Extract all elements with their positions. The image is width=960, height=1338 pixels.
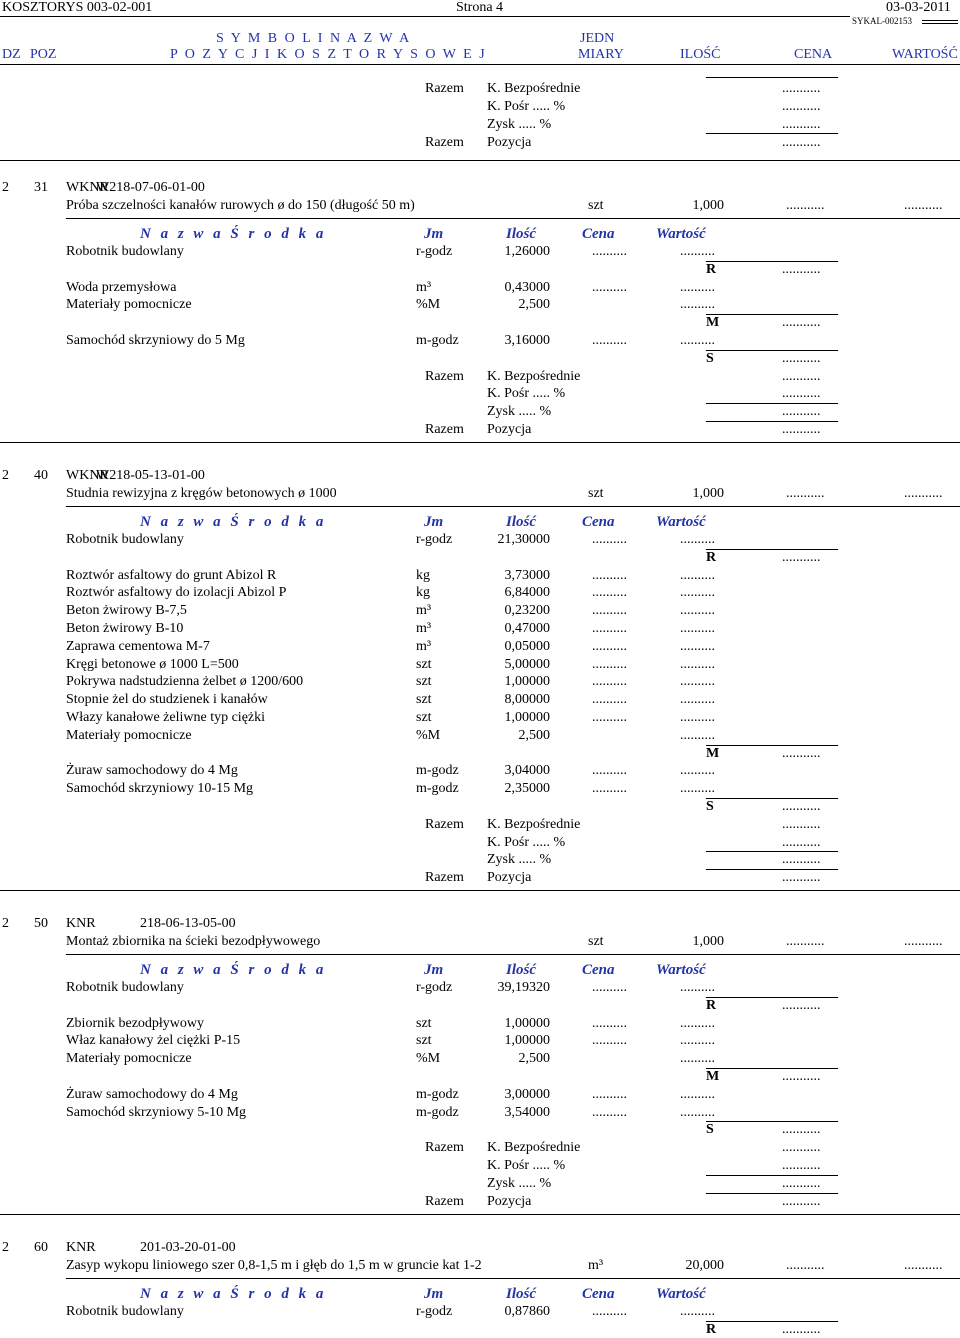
rms-header-name: N a z w a Ś r o d k a <box>140 1286 327 1302</box>
rms-row-name: Woda przemysłowa <box>66 279 177 295</box>
rms-row-cena: .......... <box>592 692 627 708</box>
section-rule <box>0 1214 960 1215</box>
item-quantity: 1,000 <box>692 486 724 501</box>
rms-row-ilosc: 1,00000 <box>504 1033 550 1049</box>
item-quantity: 1,000 <box>692 198 724 213</box>
item-k-posr-label: K. Pośr ..... % <box>487 386 566 402</box>
rms-header-ilosc: Ilość <box>506 514 536 530</box>
item-k-bezp-label: K. Bezpośrednie <box>487 1140 581 1156</box>
item-code: W218-07-06-01-00 <box>96 180 205 195</box>
item-price: ........... <box>786 486 825 501</box>
rms-header-name: N a z w a Ś r o d k a <box>140 514 327 530</box>
rms-row-cena: .......... <box>592 656 627 672</box>
rms-row-ilosc: 6,84000 <box>504 585 550 601</box>
rms-row-jm: szt <box>416 656 432 672</box>
rms-row-cena: .......... <box>592 980 627 995</box>
item-k-bezp-label: K. Bezpośrednie <box>487 816 581 832</box>
system-code: SYKAL-002153 <box>852 16 912 26</box>
rms-row-ilosc: 3,54000 <box>504 1104 550 1120</box>
item-poz: 40 <box>34 468 48 483</box>
item-value: ........... <box>904 1258 943 1273</box>
rms-row-jm: %M <box>416 297 441 313</box>
item-dz: 2 <box>2 916 9 931</box>
summary-k-posr-label: K. Pośr ..... % <box>487 99 566 114</box>
item-unit: m³ <box>588 1258 604 1273</box>
item-zysk-value: ........... <box>782 852 821 868</box>
item-pozycja-label: Pozycja <box>487 1193 532 1209</box>
item-dz: 2 <box>2 1240 9 1255</box>
item-razem-pozycja-label: Razem <box>425 422 464 437</box>
rms-header-ilosc: Ilość <box>506 1286 536 1302</box>
summary-pozycja-value: ........... <box>782 135 821 150</box>
item-k-posr-value: ........... <box>782 1158 821 1173</box>
item-code: 218-06-13-05-00 <box>140 916 236 931</box>
summary-k-bezp-value: ........... <box>782 81 821 96</box>
item-description: Próba szczelności kanałów rurowych ø do 150 (długość 50 m) <box>66 198 415 213</box>
rms-row-cena: .......... <box>592 567 627 583</box>
rms-row-ilosc: 8,00000 <box>504 692 550 708</box>
rms-row-ilosc: 1,26000 <box>504 244 550 259</box>
rms-row-name: Włazy kanałowe żeliwne typ ciężki <box>66 710 266 725</box>
col-wartosc: WARTOŚĆ <box>892 47 958 62</box>
rms-row-wartosc: .......... <box>680 621 715 636</box>
item-pozycja-label: Pozycja <box>487 422 532 437</box>
rms-row-wartosc: .......... <box>680 727 715 743</box>
group-marker-r: R <box>706 261 717 277</box>
rms-row-jm: szt <box>416 1033 432 1049</box>
rms-row-wartosc: .......... <box>680 980 715 995</box>
rms-row-jm: szt <box>416 692 432 708</box>
rms-row-name: Robotnik budowlany <box>66 244 184 259</box>
rms-header-wartosc: Wartość <box>656 962 706 978</box>
rms-row-name: Beton żwirowy B-10 <box>66 621 184 636</box>
rms-row-cena: .......... <box>592 674 627 690</box>
item-k-posr-label: K. Pośr ..... % <box>487 1158 566 1173</box>
group-marker-s: S <box>706 1122 714 1138</box>
item-base: KNR <box>66 916 96 931</box>
item-poz: 50 <box>34 916 48 931</box>
item-price: ........... <box>786 1258 825 1273</box>
item-k-bezp-value: ........... <box>782 368 821 384</box>
item-price: ........... <box>786 198 825 213</box>
rms-row-name: Beton żwirowy B-7,5 <box>66 603 187 619</box>
item-dz: 2 <box>2 468 9 483</box>
col-symbol-line2: P O Z Y C J I K O S Z T O R Y S O W E J <box>170 47 487 62</box>
item-k-posr-label: K. Pośr ..... % <box>487 834 566 850</box>
rms-row-ilosc: 0,43000 <box>504 279 550 295</box>
rms-row-cena: .......... <box>592 244 627 259</box>
item-rule <box>66 506 960 507</box>
rms-row-wartosc: .......... <box>680 710 715 725</box>
rms-header-cena: Cena <box>582 514 615 530</box>
rms-row-wartosc: .......... <box>680 567 715 583</box>
header-rule-right <box>922 20 958 21</box>
rms-row-cena: .......... <box>592 333 627 348</box>
rms-row-ilosc: 5,00000 <box>504 656 550 672</box>
group-total-r: ........... <box>782 549 821 565</box>
item-poz: 60 <box>34 1240 48 1255</box>
item-zysk-value: ........... <box>782 404 821 420</box>
rms-row-name: Roztwór asfaltowy do grunt Abizol R <box>66 567 277 583</box>
rms-row-name: Materiały pomocnicze <box>66 727 192 743</box>
item-razem-label: Razem <box>425 368 464 384</box>
rms-row-jm: r-godz <box>416 980 453 995</box>
rms-row-wartosc: .......... <box>680 279 715 295</box>
rms-header-ilosc: Ilość <box>506 962 536 978</box>
item-unit: szt <box>588 486 604 501</box>
rms-row-jm: %M <box>416 727 441 743</box>
item-razem-label: Razem <box>425 816 464 832</box>
group-marker-m: M <box>706 315 720 331</box>
rms-row-wartosc: .......... <box>680 763 715 779</box>
rms-row-wartosc: .......... <box>680 603 715 619</box>
item-zysk-label: Zysk ..... % <box>487 852 552 868</box>
col-symbol-line1: S Y M B O L I N A Z W A <box>216 31 412 46</box>
item-value: ........... <box>904 198 943 213</box>
rms-row-cena: .......... <box>592 638 627 654</box>
rms-row-jm: r-godz <box>416 532 453 547</box>
group-marker-r: R <box>706 549 717 565</box>
item-pozycja-label: Pozycja <box>487 870 532 886</box>
rms-row-ilosc: 3,00000 <box>504 1086 550 1102</box>
rms-row-jm: kg <box>416 567 430 583</box>
rms-row-jm: kg <box>416 585 430 601</box>
rms-row-wartosc: .......... <box>680 297 715 313</box>
rms-row-cena: .......... <box>592 781 627 797</box>
summary-k-bezp-label: K. Bezpośrednie <box>487 81 581 96</box>
rms-row-ilosc: 21,30000 <box>497 532 550 547</box>
item-rule <box>66 218 960 219</box>
group-marker-s: S <box>706 350 714 366</box>
rms-row-name: Kręgi betonowe ø 1000 L=500 <box>66 656 239 672</box>
item-rule <box>66 1278 960 1279</box>
summary-razem-pozycja-label: Razem <box>425 135 464 150</box>
rms-row-cena: .......... <box>592 763 627 779</box>
rms-row-ilosc: 2,35000 <box>504 781 550 797</box>
rms-row-ilosc: 1,00000 <box>504 710 550 725</box>
item-zysk-label: Zysk ..... % <box>487 1175 552 1191</box>
rms-row-name: Robotnik budowlany <box>66 532 184 547</box>
summary-rule <box>706 77 838 78</box>
rms-row-wartosc: .......... <box>680 244 715 259</box>
rms-row-jm: m³ <box>416 621 432 636</box>
rms-header-wartosc: Wartość <box>656 514 706 530</box>
col-jedn: JEDN <box>580 31 615 46</box>
item-unit: szt <box>588 934 604 949</box>
item-rule <box>66 954 960 955</box>
item-pozycja-value: ........... <box>782 1193 821 1209</box>
section-rule <box>0 160 960 161</box>
rms-row-wartosc: .......... <box>680 638 715 654</box>
rms-row-wartosc: .......... <box>680 1086 715 1102</box>
rms-row-wartosc: .......... <box>680 333 715 348</box>
rms-row-cena: .......... <box>592 279 627 295</box>
rms-row-name: Pokrywa nadstudzienna żelbet ø 1200/600 <box>66 674 304 690</box>
rms-row-wartosc: .......... <box>680 692 715 708</box>
rms-row-ilosc: 2,500 <box>518 727 550 743</box>
rms-row-jm: m-godz <box>416 1086 459 1102</box>
rms-header-jm: Jm <box>424 962 444 978</box>
item-code: W218-05-13-01-00 <box>96 468 205 483</box>
doc-title: KOSZTORYS 003-02-001 <box>2 0 153 15</box>
group-marker-m: M <box>706 745 720 761</box>
rms-row-name: Żuraw samochodowy do 4 Mg <box>66 1086 238 1102</box>
item-k-posr-value: ........... <box>782 834 821 850</box>
group-total-s: ........... <box>782 350 821 366</box>
group-marker-m: M <box>706 1069 720 1084</box>
rms-header-name: N a z w a Ś r o d k a <box>140 226 327 242</box>
rms-row-ilosc: 3,73000 <box>504 567 550 583</box>
item-pozycja-value: ........... <box>782 422 821 437</box>
rms-row-cena: .......... <box>592 1086 627 1102</box>
item-poz: 31 <box>34 180 48 195</box>
group-total-r: ........... <box>782 261 821 277</box>
item-price: ........... <box>786 934 825 949</box>
item-base: KNR <box>66 1240 96 1255</box>
rms-row-ilosc: 2,500 <box>518 297 550 313</box>
item-razem-pozycja-label: Razem <box>425 870 464 886</box>
item-dz: 2 <box>2 180 9 195</box>
item-unit: szt <box>588 198 604 213</box>
item-pozycja-value: ........... <box>782 870 821 886</box>
item-description: Studnia rewizyjna z kręgów betonowych ø 1000 <box>66 486 337 501</box>
rms-row-jm: m-godz <box>416 1104 459 1120</box>
rms-row-cena: .......... <box>592 710 627 725</box>
item-razem-pozycja-label: Razem <box>425 1193 464 1209</box>
group-total-r: ........... <box>782 1321 821 1337</box>
header-rule <box>0 16 850 17</box>
rms-row-ilosc: 1,00000 <box>504 1015 550 1031</box>
group-total-m: ........... <box>782 315 821 331</box>
item-code: 201-03-20-01-00 <box>140 1240 236 1255</box>
summary-rule-2 <box>706 133 838 134</box>
rms-row-cena: .......... <box>592 532 627 547</box>
rms-row-jm: m³ <box>416 279 432 295</box>
summary-zysk-value: ........... <box>782 117 821 132</box>
summary-k-posr-value: ........... <box>782 99 821 114</box>
rms-row-wartosc: .......... <box>680 1015 715 1031</box>
col-poz: POZ <box>30 47 57 62</box>
rms-row-name: Stopnie żel do studzienek i kanałów <box>66 692 268 708</box>
header-bottom-rule <box>0 64 960 65</box>
item-k-bezp-value: ........... <box>782 816 821 832</box>
rms-row-wartosc: .......... <box>680 1104 715 1120</box>
rms-row-jm: m³ <box>416 603 432 619</box>
item-base: WKNR <box>66 468 109 483</box>
rms-row-name: Robotnik budowlany <box>66 980 184 995</box>
rms-row-ilosc: 3,16000 <box>504 333 550 348</box>
section-rule <box>0 890 960 891</box>
rms-row-ilosc: 0,05000 <box>504 638 550 654</box>
rms-header-wartosc: Wartość <box>656 1286 706 1302</box>
rms-row-ilosc: 39,19320 <box>497 980 550 995</box>
rms-row-wartosc: .......... <box>680 585 715 601</box>
item-value: ........... <box>904 486 943 501</box>
rms-row-wartosc: .......... <box>680 1304 715 1319</box>
rms-row-wartosc: .......... <box>680 656 715 672</box>
summary-zysk-label: Zysk ..... % <box>487 117 552 132</box>
item-zysk-rule <box>706 851 838 852</box>
rms-row-ilosc: 1,00000 <box>504 674 550 690</box>
item-razem-label: Razem <box>425 1140 464 1156</box>
rms-row-wartosc: .......... <box>680 1051 715 1067</box>
rms-row-wartosc: .......... <box>680 1033 715 1049</box>
rms-row-jm: szt <box>416 710 432 725</box>
rms-row-jm: m-godz <box>416 763 459 779</box>
rms-row-jm: m³ <box>416 638 432 654</box>
rms-header-jm: Jm <box>424 226 444 242</box>
item-k-bezp-label: K. Bezpośrednie <box>487 368 581 384</box>
rms-row-jm: m-godz <box>416 333 459 348</box>
col-ilosc: ILOŚĆ <box>680 47 721 62</box>
rms-row-cena: .......... <box>592 1033 627 1049</box>
rms-header-name: N a z w a Ś r o d k a <box>140 962 327 978</box>
group-marker-r: R <box>706 997 717 1013</box>
rms-row-ilosc: 2,500 <box>518 1051 550 1067</box>
group-total-s: ........... <box>782 1122 821 1138</box>
rms-row-name: Zbiornik bezodpływowy <box>66 1015 205 1031</box>
rms-row-name: Samochód skrzyniowy 5-10 Mg <box>66 1104 247 1120</box>
rms-row-name: Zaprawa cementowa M-7 <box>66 638 210 654</box>
rms-row-cena: .......... <box>592 1104 627 1120</box>
rms-header-wartosc: Wartość <box>656 226 706 242</box>
page-number: Strona 4 <box>456 0 504 15</box>
rms-row-name: Samochód skrzyniowy 10-15 Mg <box>66 781 254 797</box>
rms-row-name: Właz kanałowy żel ciężki P-15 <box>66 1033 241 1049</box>
rms-row-name: Materiały pomocnicze <box>66 297 192 313</box>
rms-row-cena: .......... <box>592 603 627 619</box>
rms-row-ilosc: 3,04000 <box>504 763 550 779</box>
rms-row-jm: r-godz <box>416 1304 453 1319</box>
group-total-m: ........... <box>782 1069 821 1084</box>
rms-row-wartosc: .......... <box>680 532 715 547</box>
rms-row-name: Żuraw samochodowy do 4 Mg <box>66 763 238 779</box>
rms-row-cena: .......... <box>592 1304 627 1319</box>
rms-row-name: Materiały pomocnicze <box>66 1051 192 1067</box>
rms-header-cena: Cena <box>582 226 615 242</box>
doc-date: 03-03-2011 <box>886 0 951 15</box>
item-quantity: 20,000 <box>685 1258 724 1273</box>
rms-header-jm: Jm <box>424 1286 444 1302</box>
col-dz: DZ <box>2 47 21 62</box>
item-zysk-label: Zysk ..... % <box>487 404 552 420</box>
rms-row-jm: m-godz <box>416 781 459 797</box>
rms-row-ilosc: 0,23200 <box>504 603 550 619</box>
rms-row-wartosc: .......... <box>680 781 715 797</box>
group-total-s: ........... <box>782 799 821 814</box>
section-rule <box>0 442 960 443</box>
rms-row-cena: .......... <box>592 585 627 601</box>
group-total-m: ........... <box>782 745 821 761</box>
rms-row-jm: szt <box>416 674 432 690</box>
item-k-bezp-value: ........... <box>782 1140 821 1156</box>
group-marker-s: S <box>706 799 714 814</box>
item-zysk-rule <box>706 403 838 404</box>
rms-row-jm: szt <box>416 1015 432 1031</box>
summary-pozycja-label: Pozycja <box>487 135 532 150</box>
col-cena: CENA <box>794 47 833 62</box>
rms-header-jm: Jm <box>424 514 444 530</box>
header-rule-right-2 <box>922 23 958 24</box>
item-description: Montaż zbiornika na ścieki bezodpływowego <box>66 934 321 949</box>
rms-row-cena: .......... <box>592 1015 627 1031</box>
rms-row-jm: r-godz <box>416 244 453 259</box>
item-quantity: 1,000 <box>692 934 724 949</box>
item-zysk-rule <box>706 1175 838 1176</box>
item-zysk-value: ........... <box>782 1175 821 1191</box>
rms-row-ilosc: 0,47000 <box>504 621 550 636</box>
rms-row-ilosc: 0,87860 <box>504 1304 550 1319</box>
summary-razem-label: Razem <box>425 81 464 96</box>
rms-header-cena: Cena <box>582 962 615 978</box>
rms-row-wartosc: .......... <box>680 674 715 690</box>
group-total-r: ........... <box>782 997 821 1013</box>
col-miary: MIARY <box>578 47 624 62</box>
item-k-posr-value: ........... <box>782 386 821 402</box>
rms-row-name: Samochód skrzyniowy do 5 Mg <box>66 333 245 348</box>
item-description: Zasyp wykopu liniowego szer 0,8-1,5 m i głęb do 1,5 m w gruncie kat 1-2 <box>66 1258 482 1273</box>
rms-row-cena: .......... <box>592 621 627 636</box>
group-marker-r: R <box>706 1321 717 1337</box>
rms-header-ilosc: Ilość <box>506 226 536 242</box>
rms-row-name: Robotnik budowlany <box>66 1304 184 1319</box>
rms-header-cena: Cena <box>582 1286 615 1302</box>
rms-row-name: Roztwór asfaltowy do izolacji Abizol P <box>66 585 287 601</box>
rms-row-jm: %M <box>416 1051 441 1067</box>
item-base: WKNR <box>66 180 109 195</box>
item-value: ........... <box>904 934 943 949</box>
